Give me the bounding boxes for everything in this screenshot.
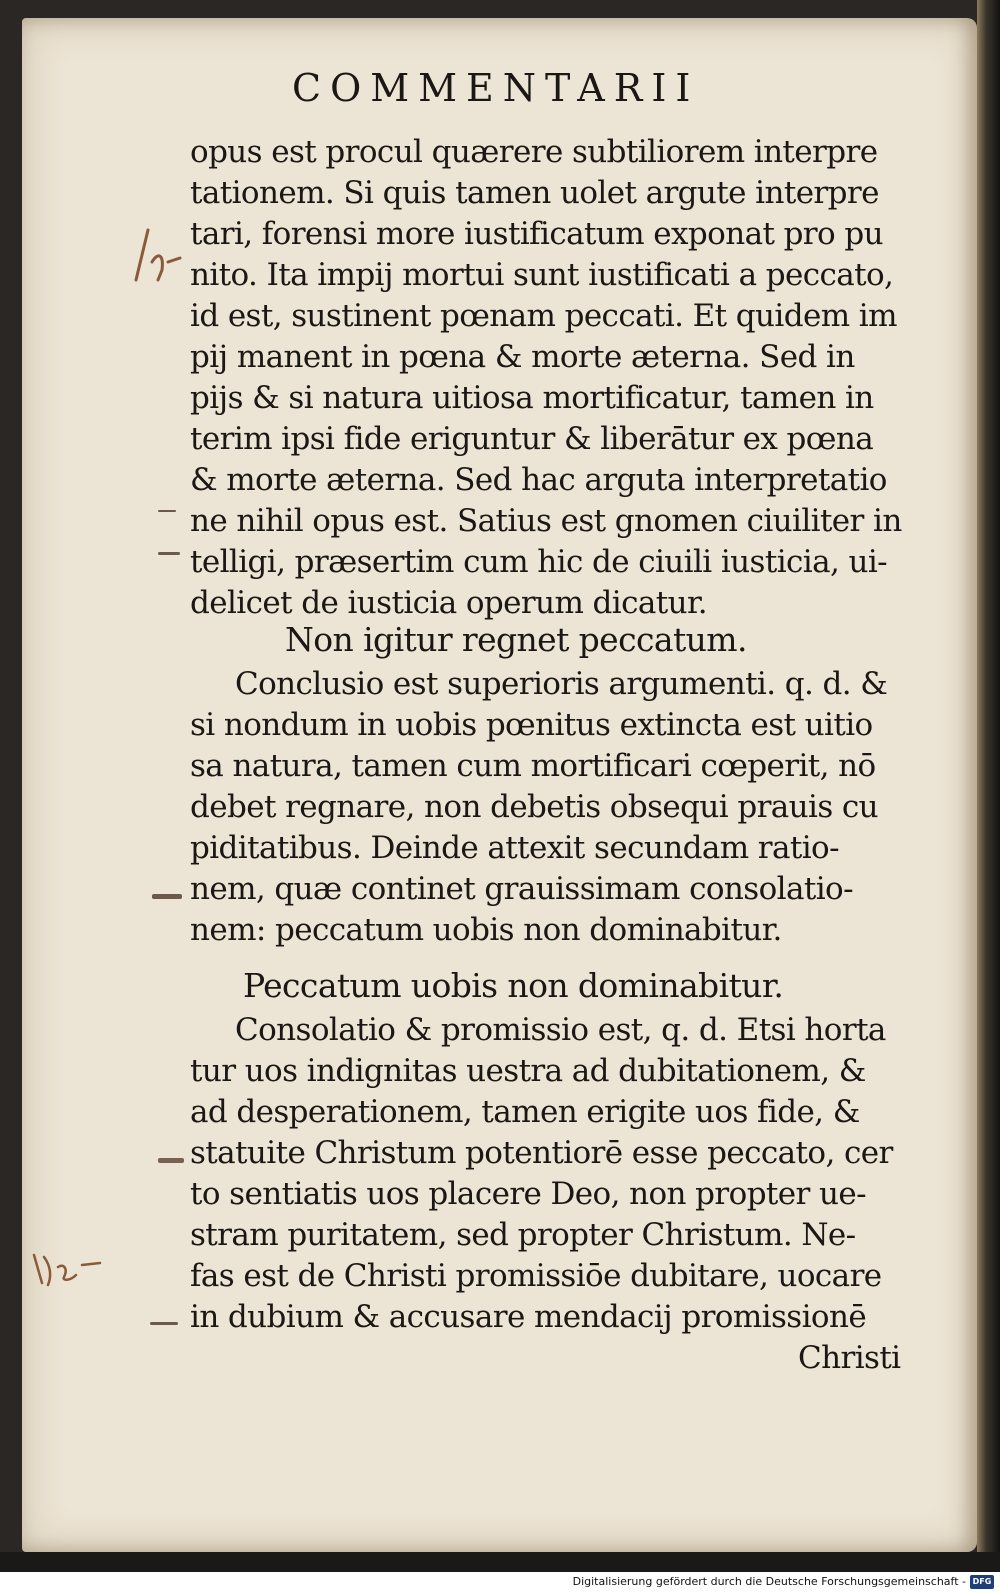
running-header: COMMENTARII [292, 66, 700, 110]
dfg-logo: DFG [970, 1575, 994, 1589]
text-line: nem: peccatum uobis non dominabitur. [190, 912, 782, 948]
text-line: sa natura, tamen cum mortificari cœperit, nō [190, 748, 876, 784]
margin-dash [158, 552, 180, 555]
margin-dash [152, 894, 182, 899]
text-line: nito. Ita impij mortui sunt iustificati a peccato, [190, 257, 894, 293]
text-line: pij manent in pœna & morte æterna. Sed in [190, 339, 855, 375]
handwritten-margin-mark [128, 222, 188, 292]
text-line: terim ipsi fide eriguntur & liberātur ex pœna [190, 421, 874, 457]
scan-bottom-band [0, 1552, 1000, 1572]
text-line: debet regnare, non debetis obsequi prauis cu [190, 789, 879, 825]
handwritten-margin-mark [28, 1245, 108, 1295]
margin-dash [150, 1322, 178, 1325]
text-line: & morte æterna. Sed hac arguta interpretatio [190, 462, 887, 498]
text-line: piditatibus. Deinde attexit secundam ratio- [190, 830, 839, 866]
text-line: Conclusio est superioris argumenti. q. d. & [235, 666, 888, 702]
text-line: tur uos indignitas uestra ad dubitationem, & [190, 1053, 866, 1089]
text-line: ne nihil opus est. Satius est gnomen ciuiliter in [190, 503, 902, 539]
text-line: statuite Christum potentiorē esse peccato, cer [190, 1135, 893, 1171]
text-line: tationem. Si quis tamen uolet argute interpre [190, 175, 879, 211]
text-line: fas est de Christi promissiōe dubitare, uocare [190, 1258, 882, 1294]
digitization-footer [0, 1572, 1000, 1594]
section-heading: Peccatum uobis non dominabitur. [243, 966, 784, 1005]
text-line: tari, forensi more iustificatum exponat pro pu [190, 216, 883, 252]
text-line: ad desperationem, tamen erigite uos fide, & [190, 1094, 860, 1130]
text-line: opus est procul quærere subtiliorem interpre [190, 134, 878, 170]
text-line: id est, sustinent pœnam peccati. Et quidem im [190, 298, 897, 334]
text-line: Consolatio & promissio est, q. d. Etsi horta [235, 1012, 886, 1048]
text-line: si nondum in uobis pœnitus extincta est uitio [190, 707, 873, 743]
catchword: Christi [798, 1340, 901, 1376]
section-heading: Non igitur regnet peccatum. [285, 620, 747, 659]
text-line: pijs & si natura uitiosa mortificatur, tamen in [190, 380, 874, 416]
book-edge [977, 0, 1000, 1560]
text-line: to sentiatis uos placere Deo, non propter ue- [190, 1176, 866, 1212]
text-line: in dubium & accusare mendacij promissionē [190, 1299, 867, 1335]
text-line: stram puritatem, sed propter Christum. Ne- [190, 1217, 856, 1253]
text-line: delicet de iusticia operum dicatur. [190, 585, 708, 621]
footer-credit: Digitalisierung gefördert durch die Deutsche Forschungsgemeinschaft - [572, 1575, 966, 1588]
text-line: nem, quæ continet grauissimam consolatio- [190, 871, 853, 907]
margin-dash [158, 1158, 184, 1163]
margin-dash [158, 510, 176, 512]
text-line: telligi, præsertim cum hic de ciuili iusticia, ui- [190, 544, 888, 580]
